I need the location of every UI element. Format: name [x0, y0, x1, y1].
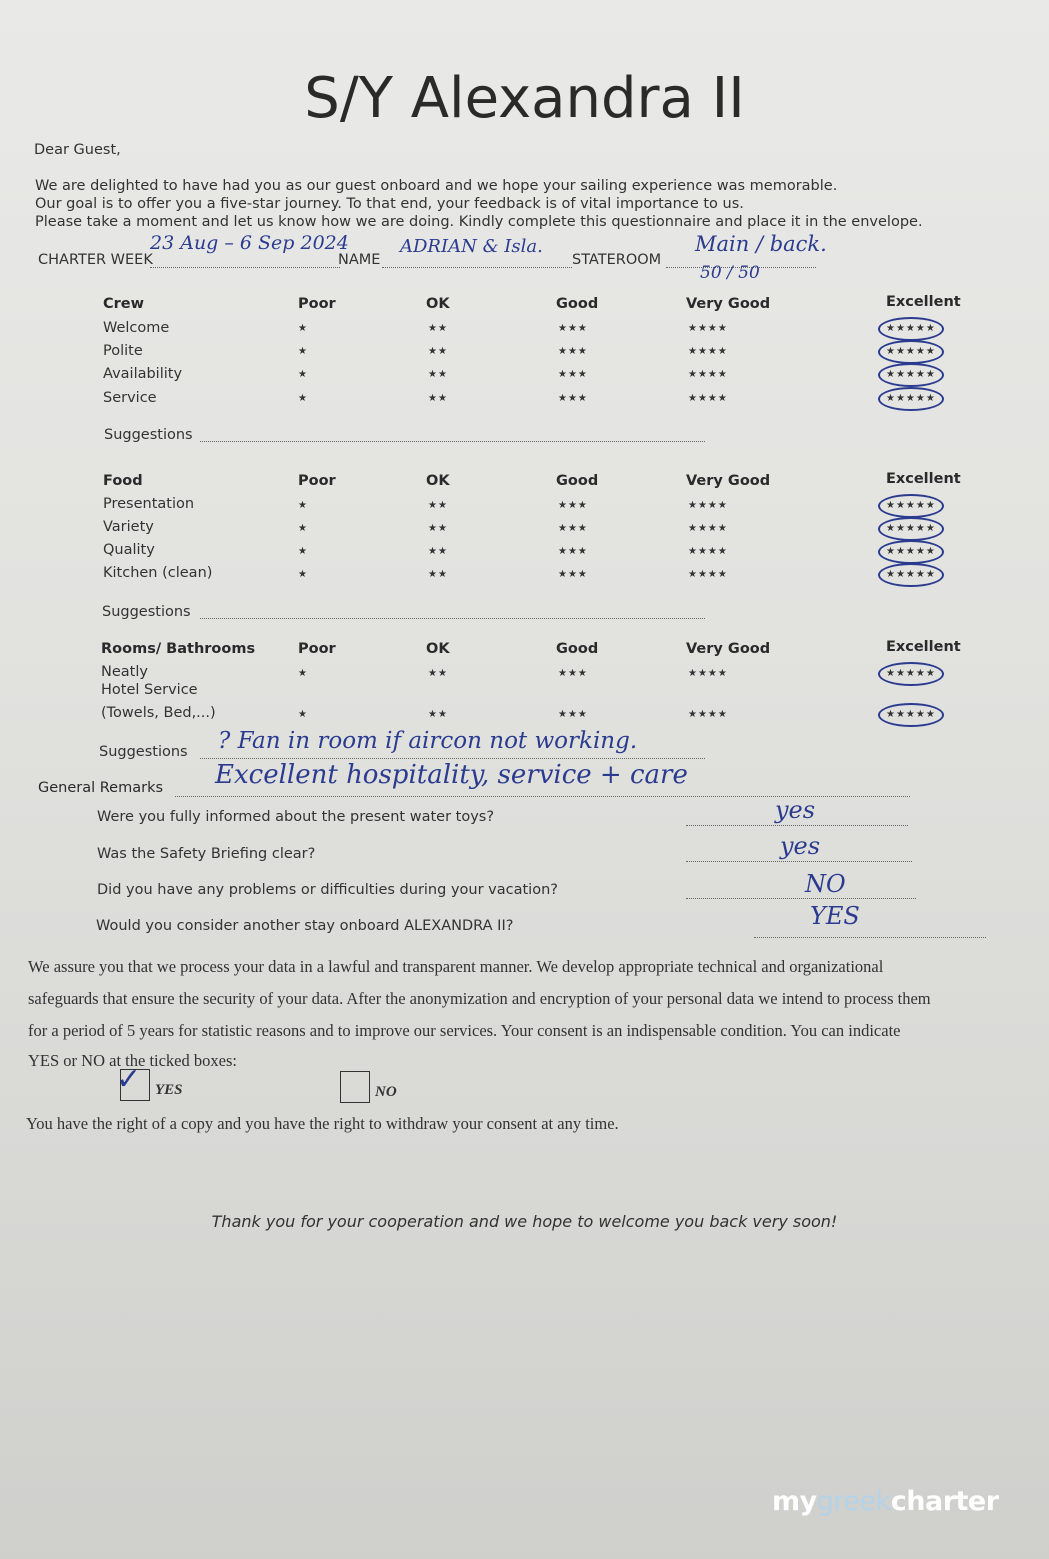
rating-option[interactable]: ★★★★: [688, 523, 728, 534]
section-title: Crew: [103, 296, 145, 312]
rating-header-4: Excellent: [886, 294, 961, 310]
question-text: Were you fully informed about the present water toys?: [97, 809, 495, 825]
rating-header-0: Poor: [298, 473, 336, 489]
criterion-label: Availability: [103, 366, 183, 382]
rating-option[interactable]: ★: [298, 323, 308, 334]
section-title: Rooms/ Bathrooms: [101, 641, 256, 657]
rating-header-3: Very Good: [686, 296, 771, 312]
rating-header-3: Very Good: [686, 473, 771, 489]
intro-line: Please take a moment and let us know how we are doing. Kindly complete this questionnaire and place it in the envelope.: [35, 214, 923, 230]
suggestions-label: Suggestions: [104, 427, 193, 443]
charter-week-line: [150, 267, 340, 268]
question-answer: yes: [780, 832, 821, 860]
criterion-label: Welcome: [103, 320, 170, 336]
selected-rating-circle: [878, 317, 944, 341]
question-answer: yes: [775, 796, 816, 824]
rating-option[interactable]: ★★: [428, 546, 448, 557]
answer-line: [686, 898, 916, 899]
rating-option[interactable]: ★★★★: [688, 569, 728, 580]
rating-option[interactable]: ★★★: [558, 668, 588, 679]
rating-option[interactable]: ★: [298, 369, 308, 380]
rating-option[interactable]: ★★★★★: [886, 523, 936, 534]
rating-option[interactable]: ★★★★: [688, 546, 728, 557]
rating-option[interactable]: ★★★: [558, 569, 588, 580]
rating-option[interactable]: ★: [298, 709, 308, 720]
selected-rating-circle: [878, 387, 944, 411]
rating-option[interactable]: ★★: [428, 569, 448, 580]
rating-option[interactable]: ★★★★★: [886, 546, 936, 557]
rating-option[interactable]: ★★★★★: [886, 569, 936, 580]
suggestions-line: [200, 441, 705, 442]
rating-header-2: Good: [556, 641, 599, 657]
selected-rating-circle: [878, 563, 944, 587]
charter-week-label: CHARTER WEEK: [38, 252, 153, 268]
rating-option[interactable]: ★★★: [558, 346, 588, 357]
rating-option[interactable]: ★★★: [558, 546, 588, 557]
criterion-label: Service: [103, 390, 157, 406]
selected-rating-circle: [878, 517, 944, 541]
rating-option[interactable]: ★: [298, 546, 308, 557]
suggestions-line: [200, 618, 705, 619]
intro-line: Our goal is to offer you a five-star journey. To that end, your feedback is of vital importance to us.: [35, 196, 744, 212]
rating-header-2: Good: [556, 473, 599, 489]
rating-option[interactable]: ★★★★★: [886, 393, 936, 404]
logo-part-charter: charter: [890, 1486, 999, 1517]
rating-header-0: Poor: [298, 296, 336, 312]
suggestions-line: [200, 758, 705, 759]
rating-option[interactable]: ★: [298, 346, 308, 357]
criterion-label: Presentation: [103, 496, 195, 512]
selected-rating-circle: [878, 540, 944, 564]
watermark-logo: [772, 1486, 999, 1517]
greeting: Dear Guest,: [34, 142, 121, 158]
rating-option[interactable]: ★★★: [558, 709, 588, 720]
question-text: Did you have any problems or difficulties during your vacation?: [97, 882, 558, 898]
general-remarks-value: Excellent hospitality, service + care: [215, 760, 688, 790]
intro-line: We are delighted to have had you as our guest onboard and we hope your sailing experience was memorable.: [35, 178, 838, 194]
stateroom-value: Main / back.: [695, 232, 827, 256]
rating-option[interactable]: ★: [298, 523, 308, 534]
rights-text: You have the right of a copy and you have the right to withdraw your consent at any time.: [26, 1114, 619, 1133]
selected-rating-circle: [878, 494, 944, 518]
rating-option[interactable]: ★★: [428, 668, 448, 679]
logo-part-greek: greek: [816, 1486, 891, 1517]
selected-rating-circle: [878, 703, 944, 727]
rating-option[interactable]: ★: [298, 393, 308, 404]
rating-header-1: OK: [426, 641, 450, 657]
selected-rating-circle: [878, 363, 944, 387]
suggestions-label: Suggestions: [99, 744, 188, 760]
rating-option[interactable]: ★★★★: [688, 369, 728, 380]
rating-option[interactable]: ★★★: [558, 393, 588, 404]
logo-part-my: my: [772, 1486, 817, 1517]
rating-option[interactable]: ★★★★★: [886, 346, 936, 357]
criterion-label: Neatly: [101, 664, 148, 680]
rating-option[interactable]: ★★★★: [688, 709, 728, 720]
section-title: Food: [103, 473, 143, 489]
rating-option[interactable]: ★★★★★: [886, 500, 936, 511]
rating-option[interactable]: ★: [298, 500, 308, 511]
selected-rating-circle: [878, 662, 944, 686]
page-title: S/Y Alexandra II: [304, 66, 745, 131]
criterion-label: (Towels, Bed,...): [101, 705, 216, 721]
rating-option[interactable]: ★★★★★: [886, 709, 936, 720]
question-answer: YES: [810, 902, 860, 930]
consent-yes-label: YES: [155, 1082, 183, 1098]
answer-line: [754, 937, 986, 938]
stateroom-label: STATEROOM: [572, 252, 662, 268]
name-value: ADRIAN & Isla.: [400, 236, 543, 257]
rating-option[interactable]: ★★: [428, 393, 448, 404]
criterion-label: Hotel Service: [101, 682, 198, 698]
general-remarks-label: General Remarks: [38, 780, 164, 796]
rating-header-4: Excellent: [886, 471, 961, 487]
rating-option[interactable]: ★★: [428, 523, 448, 534]
answer-line: [686, 861, 912, 862]
privacy-text: YES or NO at the ticked boxes:: [28, 1051, 237, 1070]
question-text: Was the Safety Briefing clear?: [97, 846, 316, 862]
rating-option[interactable]: ★★: [428, 323, 448, 334]
question-text: Would you consider another stay onboard ALEXANDRA II?: [96, 918, 514, 934]
stateroom-split: 50 / 50: [700, 263, 760, 283]
rating-option[interactable]: ★★★: [558, 323, 588, 334]
criterion-label: Kitchen (clean): [103, 565, 213, 581]
rating-option[interactable]: ★★★★: [688, 500, 728, 511]
privacy-text: We assure you that we process your data in a lawful and transparent manner. We develop appropriate technical and organizational: [28, 957, 884, 976]
criterion-label: Quality: [103, 542, 155, 558]
consent-no-label: NO: [375, 1084, 397, 1100]
rating-option[interactable]: ★★★★★: [886, 668, 936, 679]
rating-option[interactable]: ★★: [428, 346, 448, 357]
privacy-text: for a period of 5 years for statistic reasons and to improve our services. Your consent is an indispensable condition. You can indicate: [28, 1021, 901, 1040]
rating-option[interactable]: ★★★: [558, 523, 588, 534]
privacy-text: safeguards that ensure the security of your data. After the anonymization and encryption of your personal data we intend to process them: [28, 989, 931, 1008]
check-mark: ✓: [116, 1062, 142, 1097]
rating-header-0: Poor: [298, 641, 336, 657]
criterion-label: Variety: [103, 519, 154, 535]
consent-no-checkbox[interactable]: [340, 1071, 370, 1103]
rating-header-3: Very Good: [686, 641, 771, 657]
rating-option[interactable]: ★★★: [558, 500, 588, 511]
rating-option[interactable]: ★: [298, 569, 308, 580]
rating-header-1: OK: [426, 473, 450, 489]
rating-header-2: Good: [556, 296, 599, 312]
rating-option[interactable]: ★★★: [558, 369, 588, 380]
name-line: [382, 267, 572, 268]
suggestions-label: Suggestions: [102, 604, 191, 620]
rating-option[interactable]: ★★★★★: [886, 369, 936, 380]
criterion-label: Polite: [103, 343, 143, 359]
answer-line: [686, 825, 908, 826]
rating-option[interactable]: ★★★★★: [886, 323, 936, 334]
rating-option[interactable]: ★★★★: [688, 668, 728, 679]
rating-header-1: OK: [426, 296, 450, 312]
rating-option[interactable]: ★★: [428, 500, 448, 511]
rating-header-4: Excellent: [886, 639, 961, 655]
rating-option[interactable]: ★: [298, 668, 308, 679]
rating-option[interactable]: ★★: [428, 709, 448, 720]
rating-option[interactable]: ★★★★: [688, 323, 728, 334]
selected-rating-circle: [878, 340, 944, 364]
suggestions-value: ? Fan in room if aircon not working.: [218, 728, 638, 754]
rating-option[interactable]: ★★★★: [688, 393, 728, 404]
charter-week-value: 23 Aug – 6 Sep 2024: [150, 232, 349, 254]
rating-option[interactable]: ★★★★: [688, 346, 728, 357]
name-label: NAME: [338, 252, 381, 268]
question-answer: NO: [805, 870, 846, 898]
rating-option[interactable]: ★★: [428, 369, 448, 380]
thank-you-text: Thank you for your cooperation and we hope to welcome you back very soon!: [211, 1212, 838, 1231]
